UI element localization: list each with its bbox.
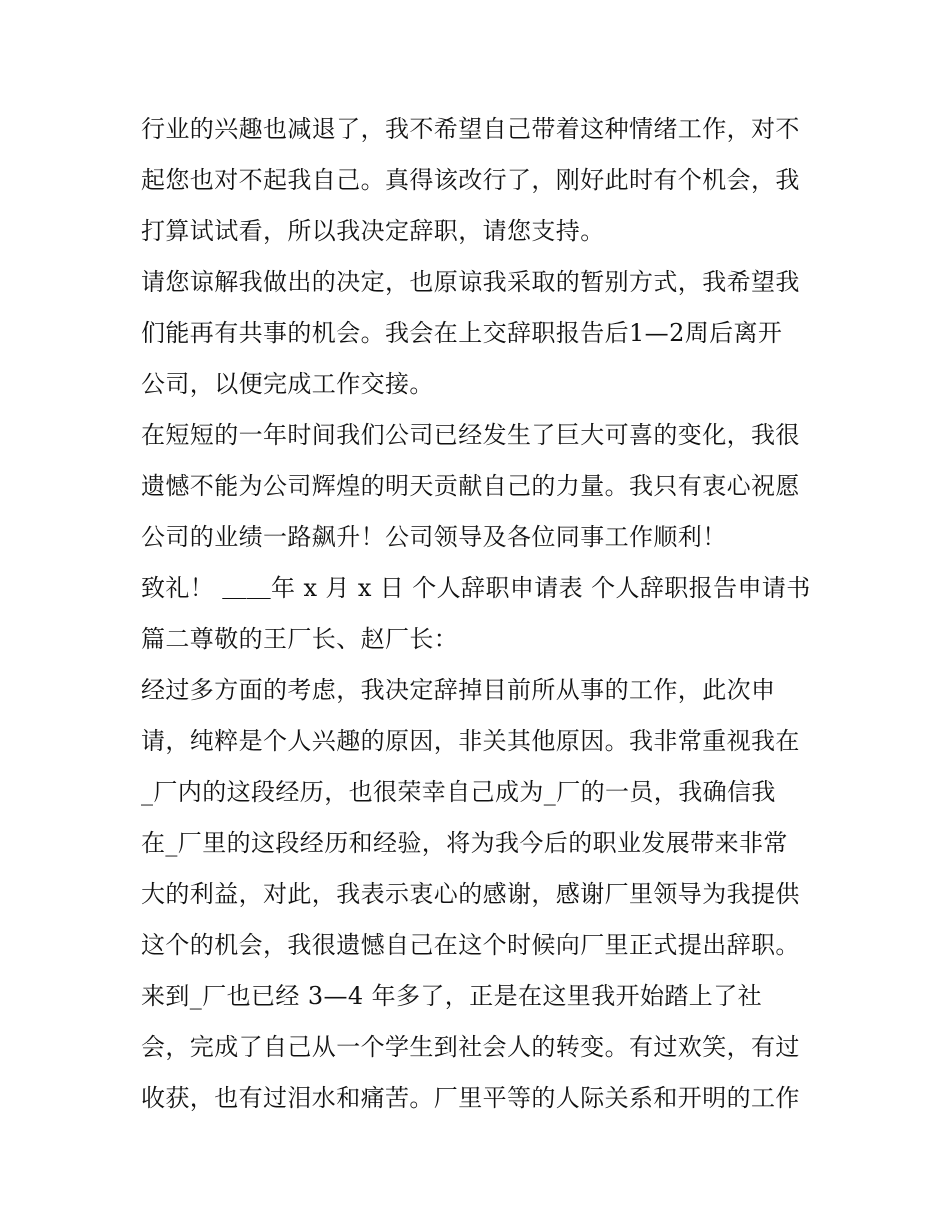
text-line: _厂内的这段经历，也很荣幸自己成为_厂的一员，我确信我 xyxy=(141,778,776,806)
text-line: 大的利益，对此，我表示衷心的感谢，感谢厂里领导为我提供 xyxy=(141,880,800,908)
text-line: 遗憾不能为公司辉煌的明天贡献自己的力量。我只有衷心祝愿 xyxy=(141,472,800,500)
text-line: 们能再有共事的机会。我会在上交辞职报告后1—2周后离开 xyxy=(141,319,783,347)
text-line: 公司，以便完成工作交接。 xyxy=(141,370,434,398)
text-line: 这个的机会，我很遗憾自己在这个时候向厂里正式提出辞职。 xyxy=(141,931,800,959)
text-line: 收获，也有过泪水和痛苦。厂里平等的人际关系和开明的工作 xyxy=(141,1084,800,1112)
text-line: 来到_厂也已经 3—4 年多了，正是在这里我开始踏上了社 xyxy=(141,982,762,1010)
text-line: 致礼！ ＿＿年 x 月 x 日 个人辞职申请表 个人辞职报告申请书 xyxy=(141,574,811,602)
text-line: 公司的业绩一路飙升！公司领导及各位同事工作顺利！ xyxy=(141,523,727,551)
text-line: 请您谅解我做出的决定，也原谅我采取的暂别方式，我希望我 xyxy=(141,268,800,296)
text-line: 会，完成了自己从一个学生到社会人的转变。有过欢笑，有过 xyxy=(141,1033,800,1061)
text-line: 篇二尊敬的王厂长、赵厂长： xyxy=(141,625,459,653)
text-line: 在短短的一年时间我们公司已经发生了巨大可喜的变化，我很 xyxy=(141,421,800,449)
text-line: 起您也对不起我自己。真得该改行了，刚好此时有个机会，我 xyxy=(141,166,800,194)
text-line: 打算试试看，所以我决定辞职，请您支持。 xyxy=(141,217,605,245)
text-line: 行业的兴趣也减退了，我不希望自己带着这种情绪工作，对不 xyxy=(141,115,800,143)
document-body xyxy=(141,104,821,1124)
text-line: 经过多方面的考虑，我决定辞掉目前所从事的工作，此次申 xyxy=(141,676,776,704)
text-line: 请，纯粹是个人兴趣的原因，非关其他原因。我非常重视我在 xyxy=(141,727,800,755)
text-line: 在_厂里的这段经历和经验，将为我今后的职业发展带来非常 xyxy=(141,829,788,857)
